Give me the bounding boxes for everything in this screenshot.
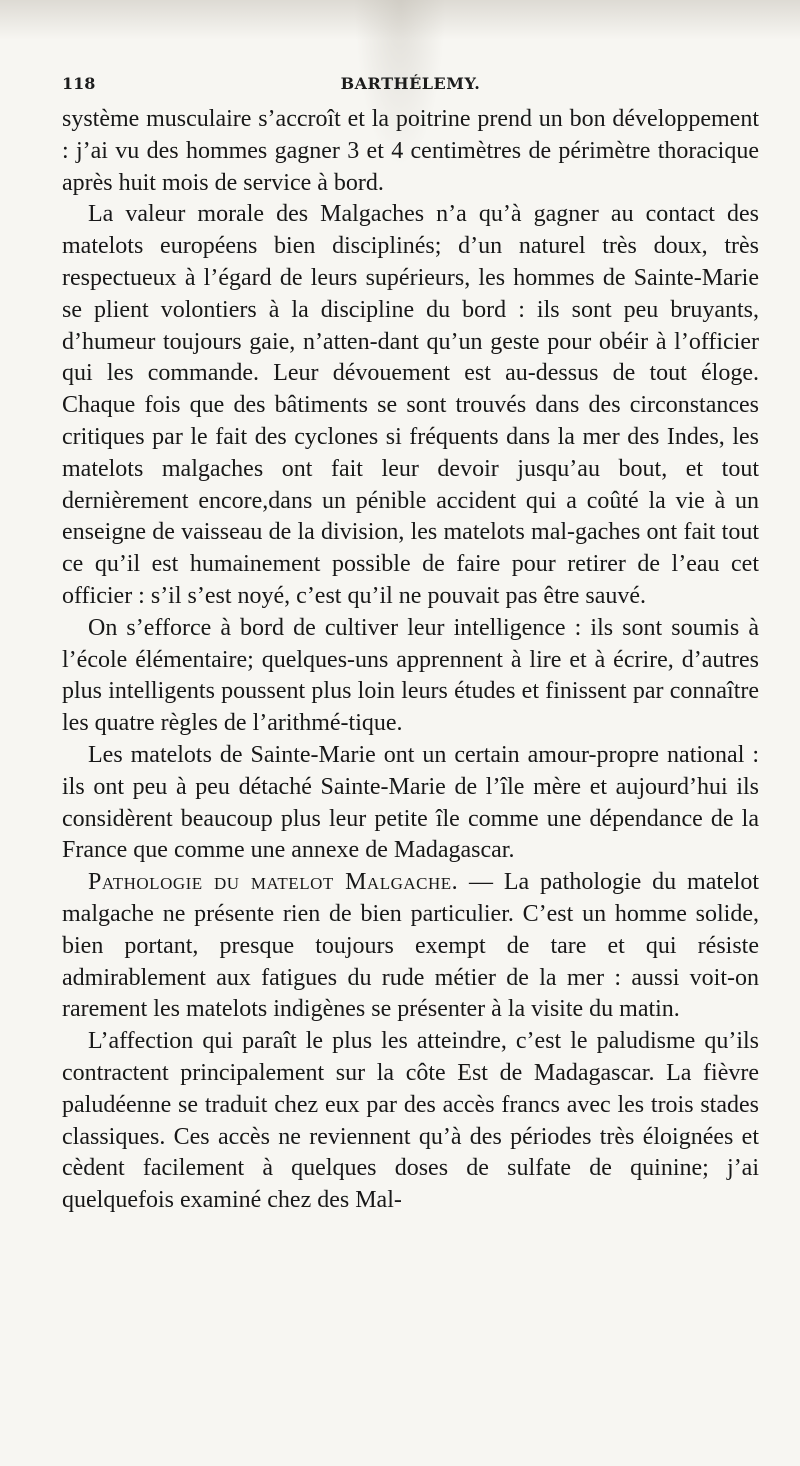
paragraph-1: système musculaire s’accroît et la poitrine prend un bon développement : j’ai vu des hommes gagner 3 et 4 centimètres de périmètre thoracique après huit mois de service à bord.	[62, 106, 759, 196]
running-title: BARTHÉLEMY.	[340, 74, 481, 93]
page-edge-shadow	[0, 0, 800, 40]
paragraph-2: La valeur morale des Malgaches n’a qu’à gagner au contact des matelots européens bien disciplinés; d’un naturel très doux, très respectueux à l’égard de leurs supérieurs, les hommes de Sainte-Marie se plient volontiers à la discipline du bord : ils sont peu bruyants, d’humeur toujours gaie, n’atten-dant qu’un geste pour obéir à l’officier qui les commande. Leur dévouement est au-dessus de tout éloge. Chaque fois que des bâtiments se sont trouvés dans des circonstances critiques par le fait des cyclones si fréquents dans la mer des Indes, les matelots malgaches ont fait leur devoir jusqu’au bout, et tout dernièrement encore,dans un pénible accident qui a coûté la vie à un enseigne de vaisseau de la division, les matelots mal-gaches ont fait tout ce qu’il est humainement possible de faire pour retirer de l’eau cet officier : s’il s’est noyé, c’est qu’il ne pouvait pas être sauvé.	[62, 201, 759, 609]
section-text: — La pathologie du matelot malgache ne présente rien de bien particulier. C’est un homme solide, bien portant, presque toujours exempt de tare et qui résiste admirablement aux fatigues du rude métier de la mer : aussi voit-on rarement les matelots indigènes se présenter à la visite du matin.	[62, 869, 760, 1023]
section-paragraph	[62, 867, 759, 1026]
paragraph-4: Les matelots de Sainte-Marie ont un certain amour-propre national : ils ont peu à peu détaché Sainte-Marie de l’île mère et aujourd’hui ils considèrent beaucoup plus leur petite île comme une dépendance de la France que comme une annexe de Madagascar.	[62, 741, 759, 864]
paragraph-3: On s’efforce à bord de cultiver leur intelligence : ils sont soumis à l’école élémentaire; quelques-uns apprennent à lire et à écrire, d’autres plus intelligents poussent plus loin leurs études et finissent par connaître les quatre règles de l’arithmé-tique.	[62, 614, 759, 737]
page-number: 118	[62, 74, 96, 93]
running-head	[62, 74, 759, 98]
paragraph-6: L’affection qui paraît le plus les atteindre, c’est le paludisme qu’ils contractent principalement sur la côte Est de Madagascar. La fièvre paludéenne se traduit chez eux par des accès francs avec les trois stades classiques. Ces accès ne reviennent qu’à des périodes très éloignées et cèdent facilement à quelques doses de sulfate de quinine; j’ai quelquefois examiné chez des Mal-	[62, 1028, 759, 1214]
body-text	[62, 104, 759, 1217]
section-title: Pathologie du matelot Malgache.	[88, 869, 459, 896]
